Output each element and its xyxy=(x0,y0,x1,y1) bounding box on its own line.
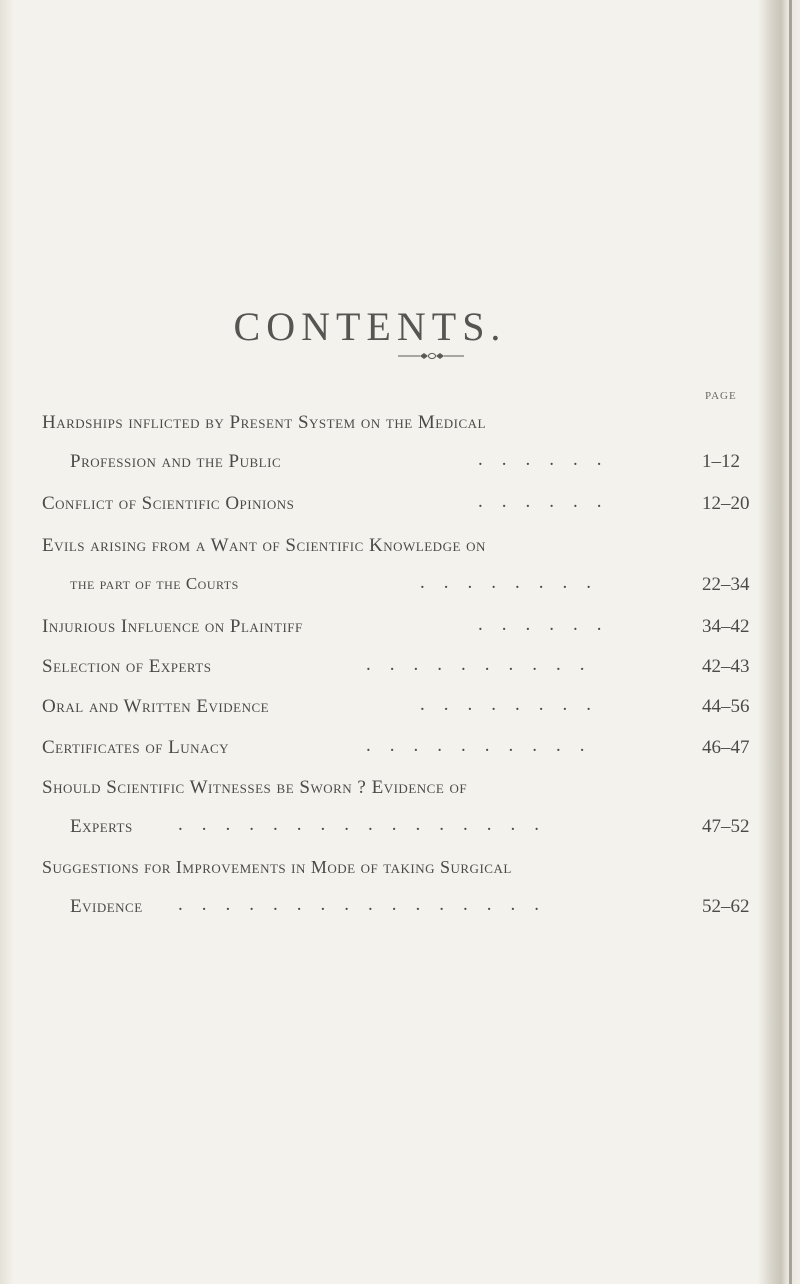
toc-entry-title-continued: the part of the Courts xyxy=(70,574,239,593)
toc-entry-pages: 34–42 xyxy=(702,616,750,637)
toc-entry-title: Oral and Written Evidence xyxy=(42,696,270,717)
toc-entry-pages: 52–62 xyxy=(702,896,750,917)
title-ornament-divider xyxy=(398,352,464,360)
dot-leader: . . . . . . . . . . . . . . . . xyxy=(178,814,539,835)
page-edge-line xyxy=(789,0,792,1284)
toc-entry-title: Suggestions for Improvements in Mode of taking Surgical xyxy=(42,857,512,877)
toc-entry-title: Selection of Experts xyxy=(42,656,212,677)
dot-leader: . . . . . . xyxy=(478,449,602,470)
toc-entry-pages: 22–34 xyxy=(702,574,750,595)
toc-entry-pages: 42–43 xyxy=(702,656,750,677)
toc-entry-pages: 1–12 xyxy=(702,451,740,472)
toc-entry-title: Hardships inflicted by Present System on the Medical xyxy=(42,412,486,433)
toc-entry-title: Injurious Influence on Plaintiff xyxy=(42,616,303,637)
dot-leader: . . . . . . xyxy=(478,614,602,635)
dot-leader: . . . . . . . . xyxy=(420,572,591,593)
toc-entry-pages: 44–56 xyxy=(702,696,750,717)
toc-entry-pages: 46–47 xyxy=(702,737,750,758)
page-edge xyxy=(758,0,800,1284)
toc-entry-pages: 47–52 xyxy=(702,816,750,837)
dot-leader: . . . . . . . . xyxy=(420,694,591,715)
toc-entry-pages: 12–20 xyxy=(702,493,750,514)
toc-entry-title: Should Scientific Witnesses be Sworn ? Evidence of xyxy=(42,777,468,798)
page-column-header: PAGE xyxy=(705,390,737,402)
toc-entry-title: Certificates of Lunacy xyxy=(42,737,230,758)
toc-entry-title-continued: Evidence xyxy=(70,896,143,917)
dot-leader: . . . . . . . . . . xyxy=(366,654,585,675)
toc-entry-title: Conflict of Scientific Opinions xyxy=(42,493,295,514)
page-gutter-shadow xyxy=(0,0,14,1284)
toc-entry-title-continued: Profession and the Public xyxy=(70,451,282,472)
dot-leader: . . . . . . . . . . xyxy=(366,735,585,756)
toc-entry-title-continued: Experts xyxy=(70,816,133,837)
page-title: CONTENTS. xyxy=(233,303,507,349)
dot-leader: . . . . . . xyxy=(478,491,602,512)
toc-entry-title: Evils arising from a Want of Scientific Knowledge on xyxy=(42,535,486,556)
dot-leader: . . . . . . . . . . . . . . . . xyxy=(178,894,539,915)
